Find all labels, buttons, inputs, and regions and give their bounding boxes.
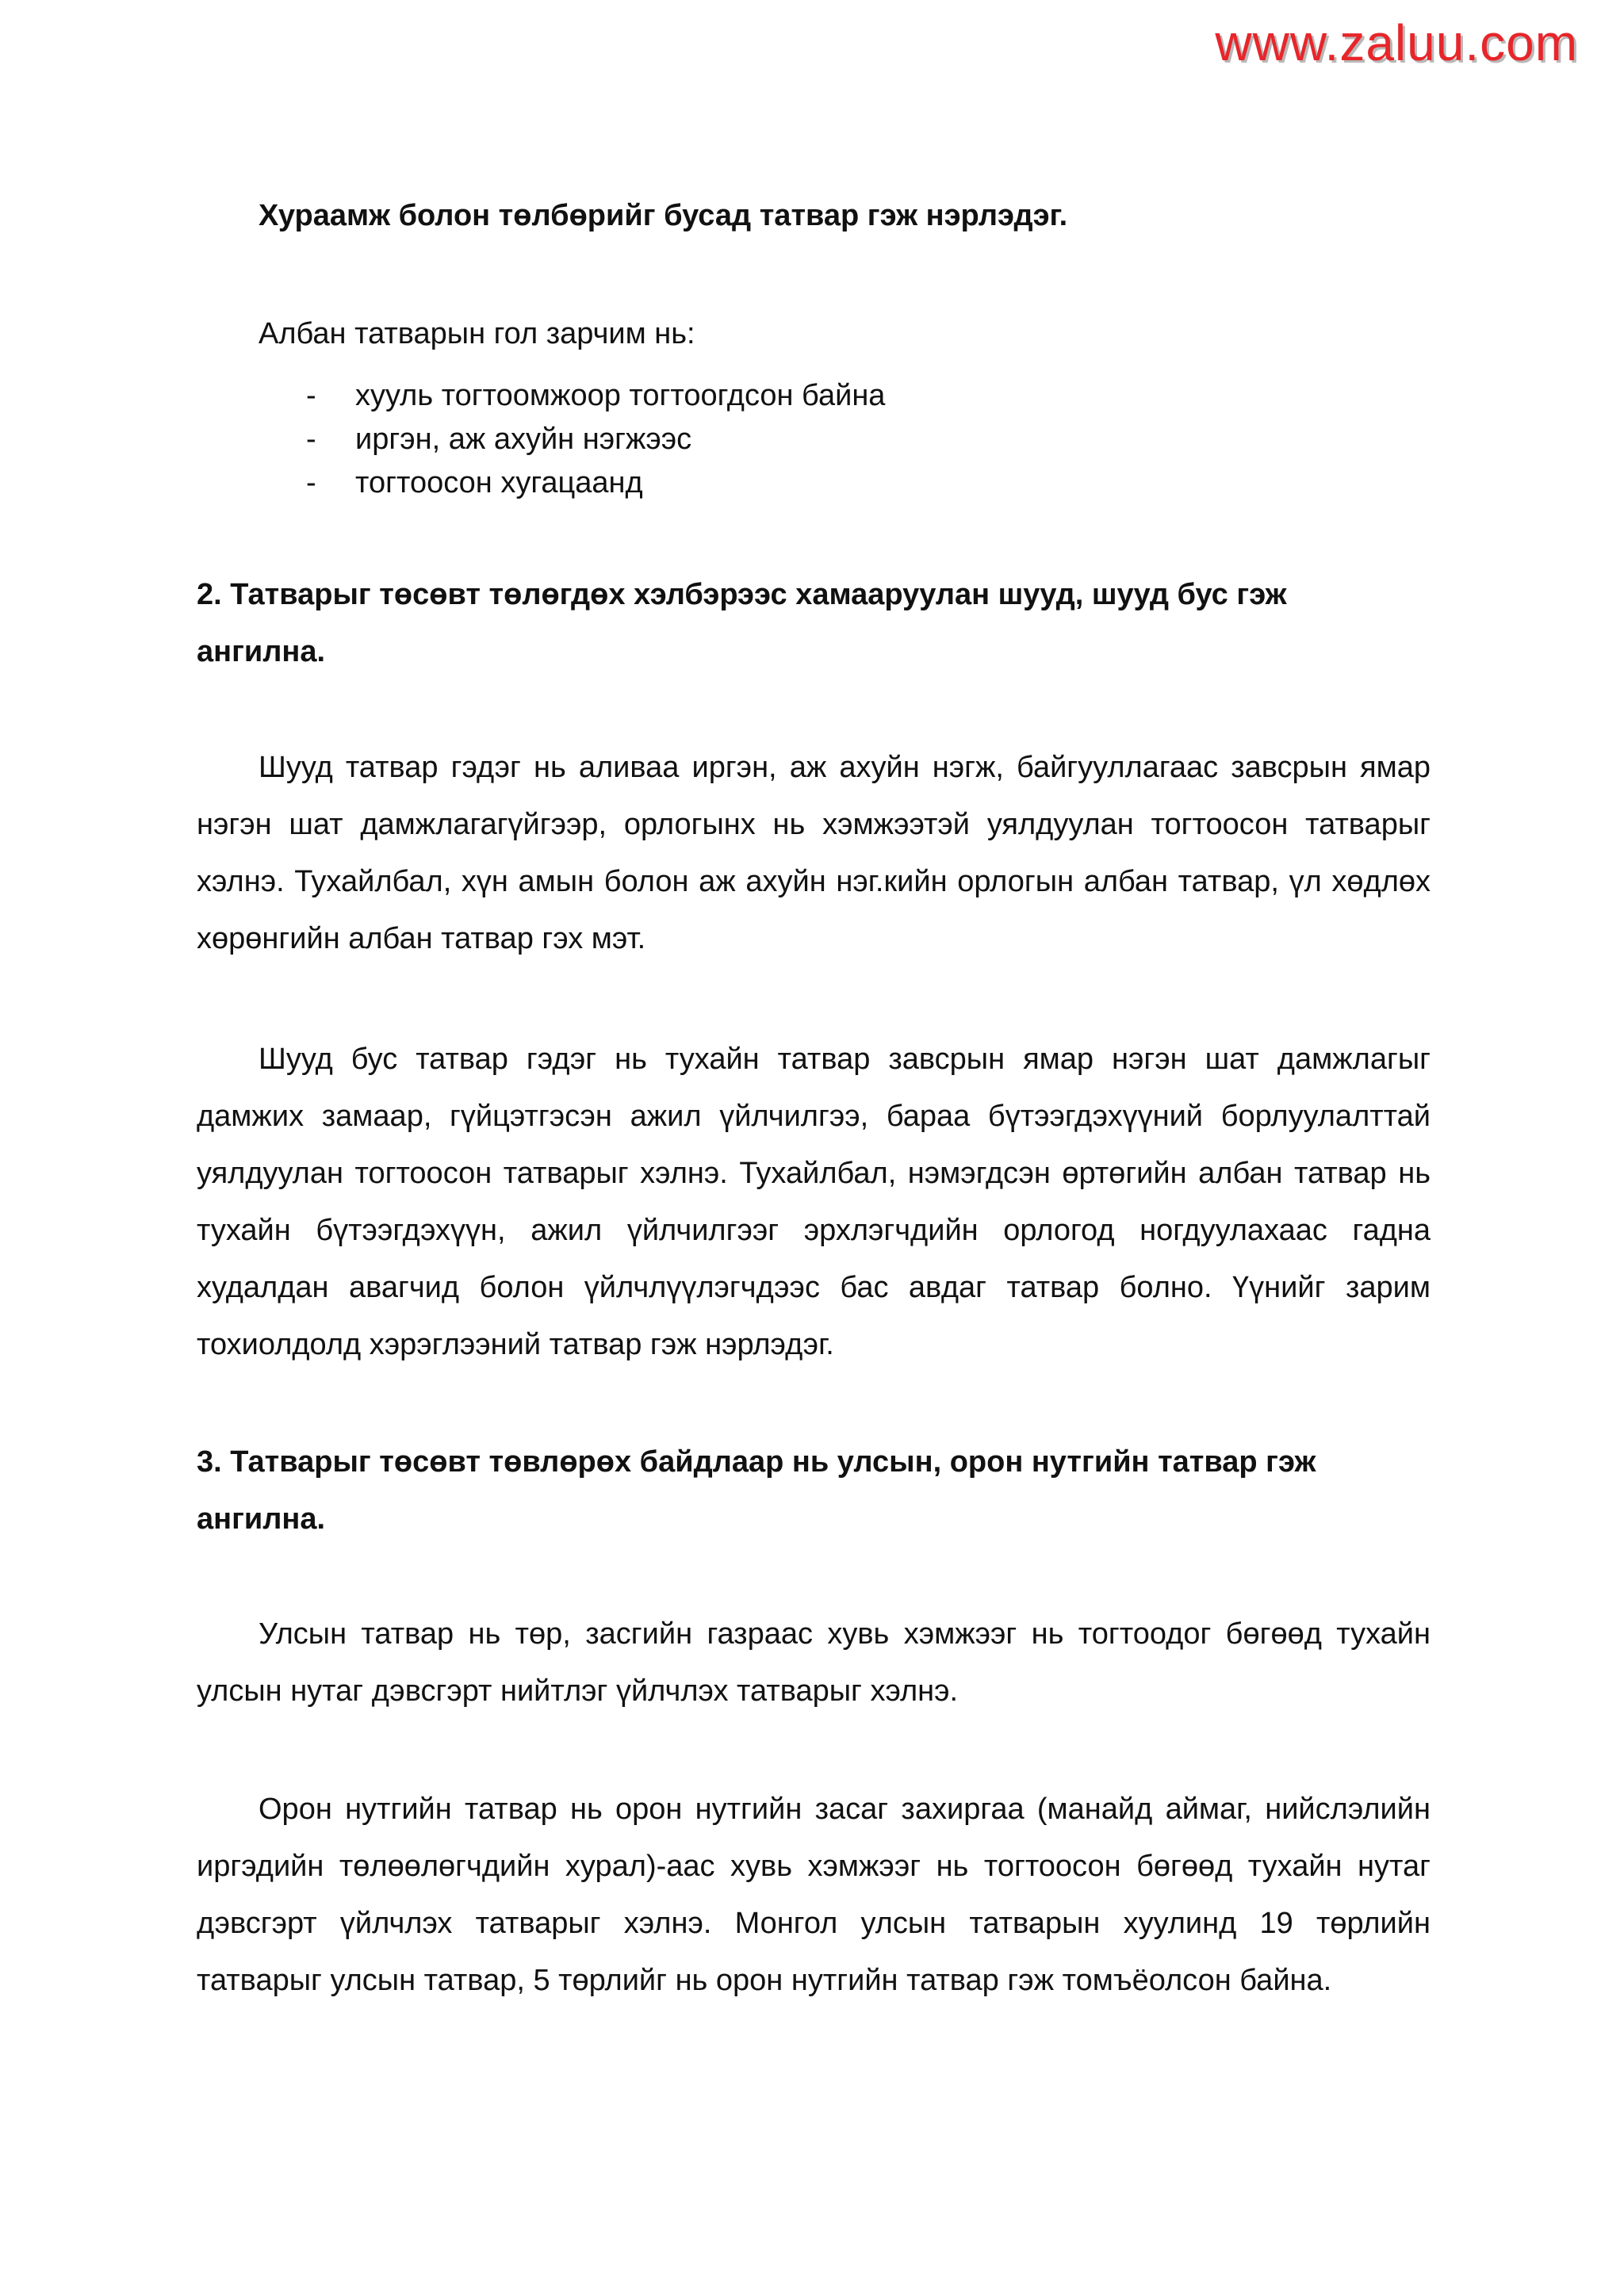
section-3-paragraph-2: Орон нутгийн татвар нь орон нутгийн засаг захиргаа (манайд аймаг, нийслэлийн иргэдийн төлөөлөгчдийн хурал)-аас хувь хэмжээг нь тогтоосон бөгөөд тухайн нутаг дэвсгэрт үйлчлэх татварыг хэлнэ. Монгол улсын татварын хуулинд 19 төрлийн татварыг улсын татвар, 5 төрлийг нь орон нутгийн татвар гэж томъёолсон байна. [197, 1793, 1431, 1997]
list-item [306, 418, 885, 461]
principles-intro: Албан татварын гол зарчим нь: [259, 317, 695, 350]
list-marker: - [306, 466, 316, 499]
list-item [306, 461, 885, 505]
section-2-paragraph-1: Шууд татвар гэдэг нь аливаа иргэн, аж ахуйн нэгж, байгууллагаас завсрын ямар нэгэн шат дамжлагагүйгээр, орлогынх нь хэмжээтэй уялдуулан тогтоосон татварыг хэлнэ. Тухайлбал, хүн амын болон аж ахуйн нэг.кийн орлогын албан татвар, үл хөдлөх хөрөнгийн албан татвар гэх мэт. [197, 751, 1431, 955]
lead-bold-sentence: Хураамж болон төлбөрийг бусад татвар гэж нэрлэдэг. [259, 199, 1068, 232]
watermark-logo: www.zaluu.com [1215, 14, 1578, 71]
list-item [306, 374, 885, 418]
section-2-paragraph-2: Шууд бус татвар гэдэг нь тухайн татвар завсрын ямар нэгэн шат дамжлагыг дамжих замаар, гүйцэтгэсэн ажил үйлчилгээ, бараа бүтээгдэхүүний борлуулалттай уялдуулан тогтоосон татварыг хэлнэ. Тухайлбал, нэмэгдсэн өртөгийн албан татвар нь тухайн бүтээгдэхүүн, ажил үйлчилгээг эрхлэгчдийн орлогод ногдуулахаас гадна худалдан авагчид болон үйлчлүүлэгчдээс бас авдаг татвар болно. Үүнийг зарим тохиолдолд хэрэглээний татвар гэж нэрлэдэг. [197, 1043, 1431, 1361]
list-marker: - [306, 379, 316, 412]
principles-list [306, 374, 885, 505]
section-2-heading: 2. Татварыг төсөвт төлөгдөх хэлбэрээс хамааруулан шууд, шууд бус гэж ангилна. [197, 578, 1287, 668]
list-marker: - [306, 423, 316, 456]
list-item-text: тогтоосон хугацаанд [355, 466, 643, 499]
list-item-text: иргэн, аж ахуйн нэгжээс [355, 423, 692, 456]
section-3-paragraph-1: Улсын татвар нь төр, засгийн газраас хувь хэмжээг нь тогтоодог бөгөөд тухайн улсын нутаг дэвсгэрт нийтлэг үйлчлэх татварыг хэлнэ. [197, 1617, 1431, 1708]
list-item-text: хууль тогтоомжоор тогтоогдсон байна [355, 379, 886, 412]
section-3-heading: 3. Татварыг төсөвт төвлөрөх байдлаар нь улсын, орон нутгийн татвар гэж ангилна. [197, 1445, 1316, 1536]
